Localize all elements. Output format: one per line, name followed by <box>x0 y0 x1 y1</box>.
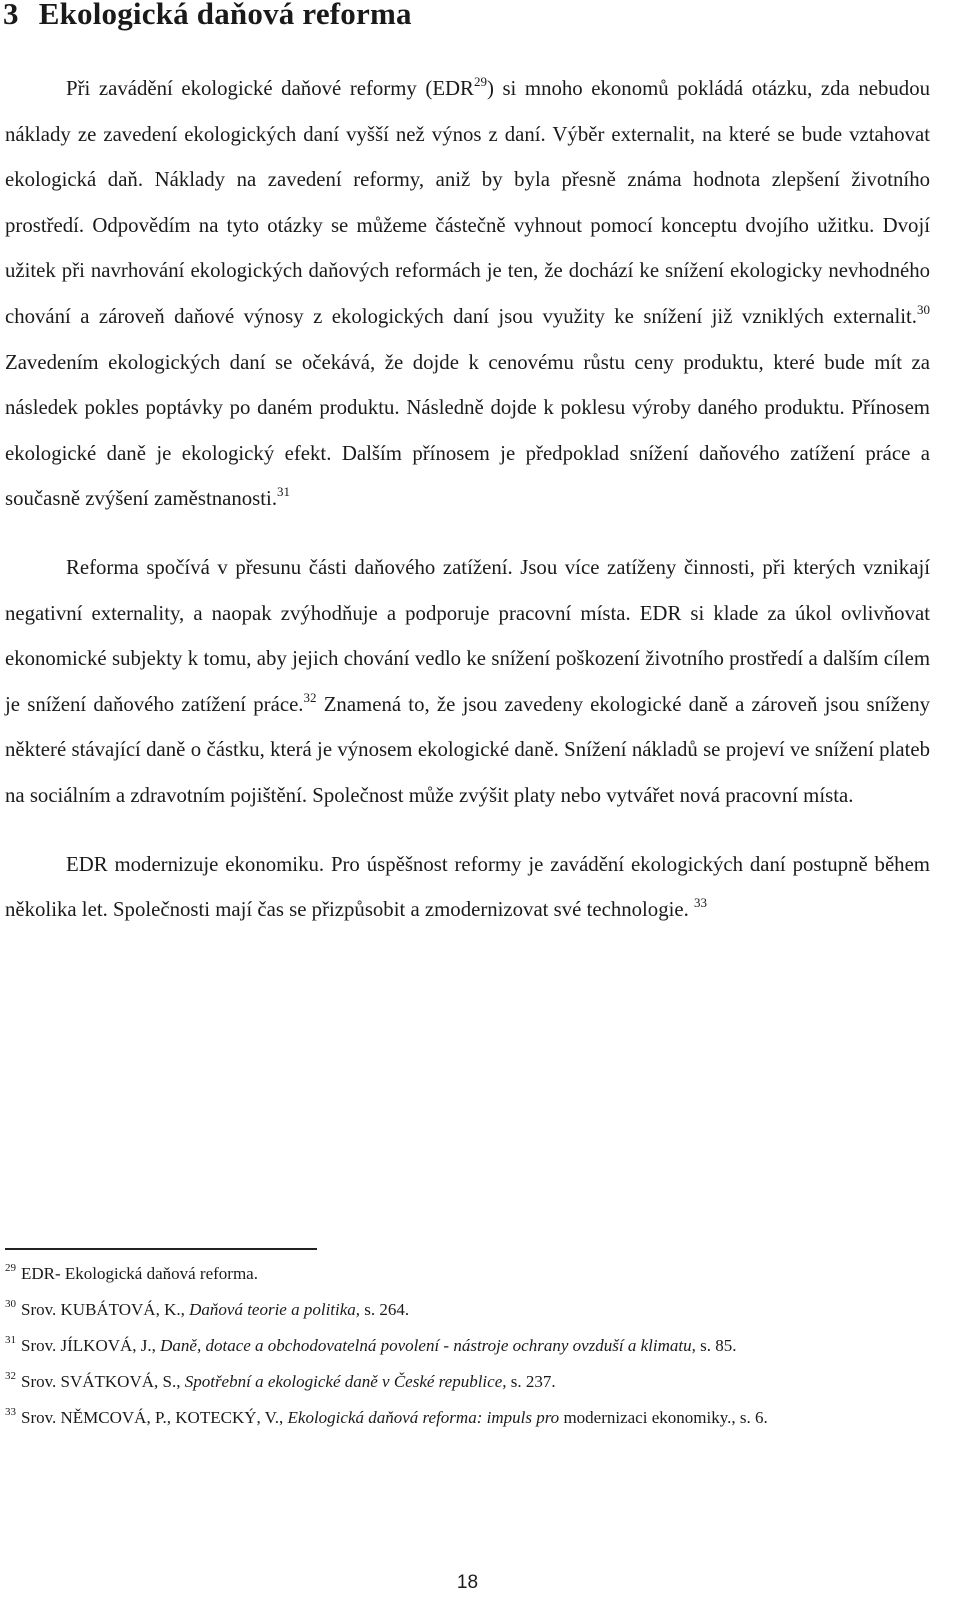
footnote-ref-33: 33 <box>694 895 708 911</box>
paragraph-3 <box>5 842 930 933</box>
footnote-title: Daňová teorie a politika, <box>189 1300 361 1319</box>
footnote-page: , s. 85. <box>691 1336 737 1355</box>
footnotes <box>5 1256 905 1436</box>
paragraph-text: EDR modernizuje ekonomiku. Pro úspěšnost reformy je zavádění ekologických daní postupně během několika let. Společnosti mají čas se přizpůsobit a zmodernizovat své technologie. <box>5 852 930 922</box>
footnote-number: 32 <box>5 1370 16 1382</box>
footnote-number: 33 <box>5 1406 16 1418</box>
footnote-author: Srov. SVÁTKOVÁ, S., <box>21 1372 185 1391</box>
paragraph-text: Reforma spočívá v přesunu části daňového zatížení. Jsou více zatíženy činnosti, při kterých vznikají negativní externality, a naopak zvýhodňuje a podporuje pracovní místa. EDR si klade za úkol ovlivňovat ekonomické subjekty k tomu, aby jejich chování vedlo ke snížení poškození životního prostředí a dalším cílem je snížení daňového zatížení práce. <box>5 555 930 716</box>
page-number: 18 <box>456 1572 479 1593</box>
footnote-page: s. 237. <box>506 1372 556 1391</box>
footnote-title: Daně, dotace a obchodovatelná povolení - nástroje ochrany ovzduší a klimatu <box>160 1336 692 1355</box>
chapter-title: Ekologická daňová reforma <box>38 0 412 31</box>
footnote-30 <box>5 1292 905 1328</box>
paragraph-text: ) si mnoho ekonomů pokládá otázku, zda nebudou náklady ze zavedení ekologických daní vyšší než výnos z daní. Výběr externalit, na které se bude vztahovat ekologická daň. Náklady na zavedení reformy, aniž by byla přesně známa hodnota zlepšení životního prostředí. Odpovědím na tyto otázky se můžeme částečně vyhnout pomocí konceptu dvojího užitku. Dvojí užitek při navrhování ekologických daňových reformách je ten, že dochází ke snížení ekologicky nevhodného chování a zároveň daňové výnosy z ekologických daní jsou využity ke snížení již vzniklých externalit. <box>5 77 930 328</box>
footnote-page: s. 264. <box>360 1300 410 1319</box>
footnote-author: Srov. NĚMCOVÁ, P., KOTECKÝ, V., <box>21 1408 288 1427</box>
footnote-32 <box>5 1364 905 1400</box>
paragraph-text: Při zavádění ekologické daňové reformy (EDR <box>66 77 474 100</box>
paragraph-1 <box>5 66 930 522</box>
footnote-text: EDR- Ekologická daňová reforma. <box>21 1264 258 1283</box>
footnote-number: 31 <box>5 1334 16 1346</box>
footnote-number: 30 <box>5 1298 16 1310</box>
footnote-ref-29: 29 <box>473 74 487 89</box>
paragraph-2 <box>5 545 930 819</box>
footnote-number: 29 <box>5 1262 16 1274</box>
footnote-31 <box>5 1328 905 1364</box>
paragraph-text: Znamená to, že jsou zavedeny ekologické daně a zároveň jsou sníženy některé stávající daně o částku, která je výnosem ekologické daně. Snížení nákladů se projeví ve snížení plateb na sociálním a zdravotním pojištění. Společnost může zvýšit platy nebo vytvářet nová pracovní místa. <box>5 692 930 807</box>
footnote-ref-32: 32 <box>303 689 317 705</box>
footnote-separator <box>5 1248 317 1250</box>
footnote-ref-30: 30 <box>917 301 930 317</box>
footnote-ref-31: 31 <box>277 484 291 500</box>
paragraph-text: Zavedením ekologických daní se očekává, že dojde k cenovému růstu ceny produktu, které bude mít za následek pokles poptávky po daném produktu. Následně dojde k poklesu výroby daného produktu. Přínosem ekologické daně je ekologický efekt. Dalším přínosem je předpoklad snížení daňového zatížení práce a současně zvýšení zaměstnanosti. <box>5 350 930 511</box>
chapter-number: 3 <box>3 0 19 31</box>
footnote-author: Srov. KUBÁTOVÁ, K., <box>21 1300 190 1319</box>
footnote-title: Spotřební a ekologické daně v České republice, <box>184 1372 507 1391</box>
footnote-title: Ekologická daňová reforma: impuls pro <box>287 1408 560 1427</box>
footnote-page: modernizaci ekonomiky., s. 6. <box>559 1408 768 1427</box>
body-text <box>5 66 930 933</box>
chapter-heading <box>3 0 412 32</box>
footnote-29 <box>5 1256 905 1292</box>
footnote-33 <box>5 1400 905 1436</box>
footnote-author: Srov. JÍLKOVÁ, J., <box>21 1336 161 1355</box>
